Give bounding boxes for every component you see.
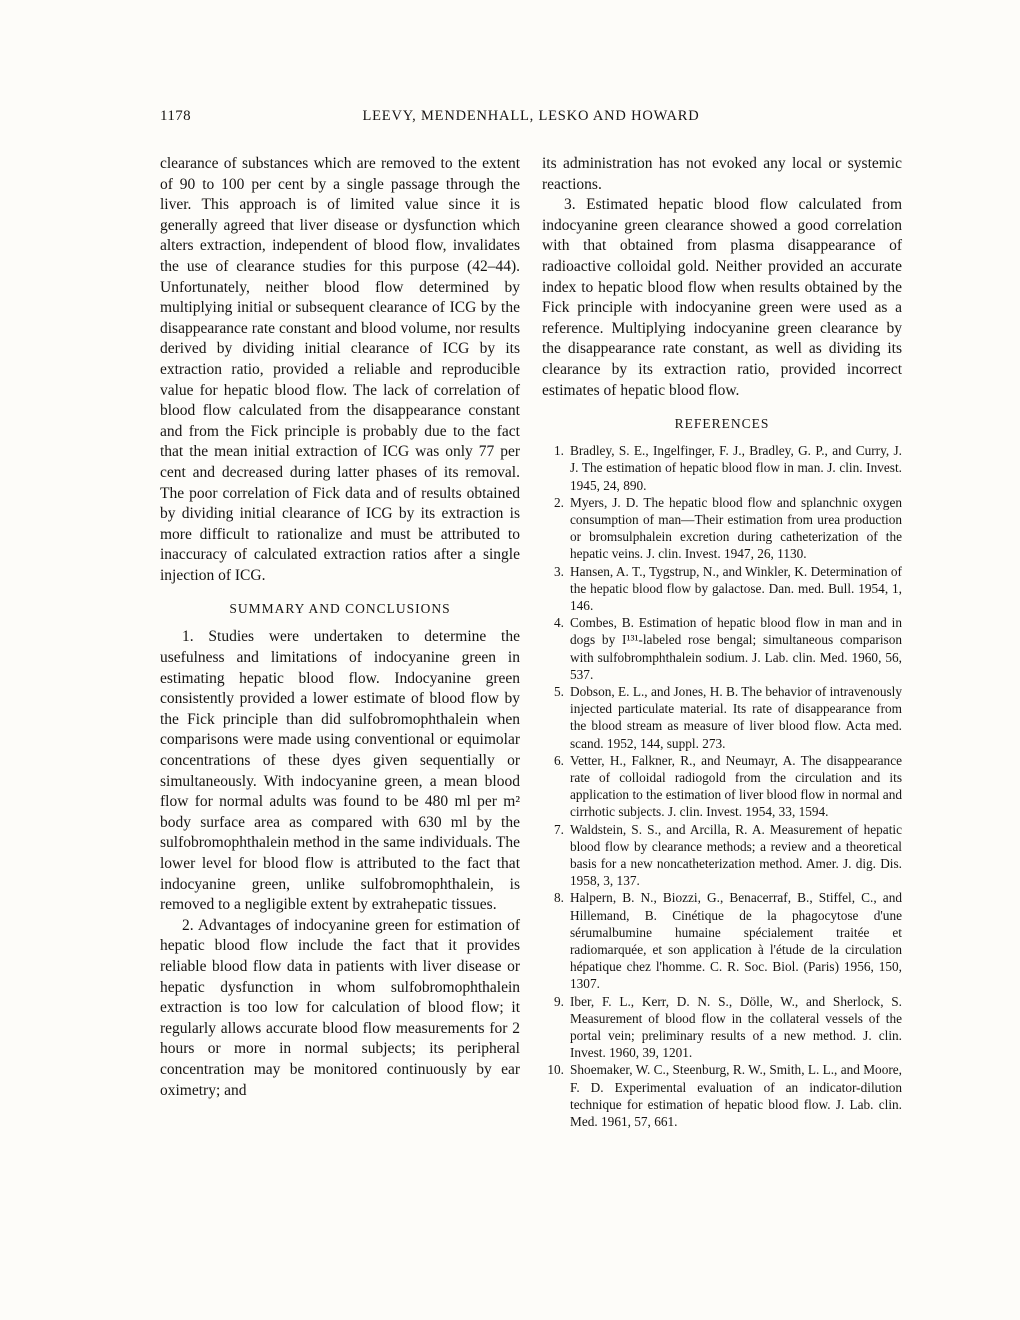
reference-number: 1. [554,443,564,459]
summary-heading: SUMMARY AND CONCLUSIONS [229,601,451,617]
reference-text: Myers, J. D. The hepatic blood flow and splanchnic oxygen consumption of man—Their estimation from urea production or bromsulphalein excretion during catheterization of the hepatic veins. J. clin. Invest. 1947, 26, 1130. [570,494,902,562]
reference-number: 4. [554,615,564,631]
reference-item [542,752,902,821]
reference-item [542,993,902,1062]
reference-number: 7. [554,821,564,837]
left-column [160,154,520,1130]
reference-item [542,494,902,563]
continuation-paragraph: clearance of substances which are removed to the extent of 90 to 100 per cent by a single passage through the liver. This approach is of limited value since it is generally agreed that liver disease or dysfunction which alters extraction, independent of blood flow, invalidates the use of clearance studies for this purpose (42–44). Unfortunately, neither blood flow determined by multiplying initial or subsequent clearance of ICG by the disappearance rate constant and blood volume, nor results derived by dividing initial clearance of ICG by its extraction ratio, provided a reliable and reproducible value for hepatic blood flow. The lack of correlation of blood flow calculated from the disappearance constant and from the Fick principle is probably due to the fact that the mean initial extraction of ICG was only 77 per cent and decreased during latter phases of its removal. The poor correlation of Fick data and of results obtained by dividing initial clearance of ICG by its extraction is more difficult to rationalize and must be attributed to inaccuracy of calculated extraction ratios after a single injection of ICG. [160,155,520,584]
reference-number: 8. [554,890,564,906]
summary-paragraph-3: 3. Estimated hepatic blood flow calculated from indocyanine green clearance showed a good correlation with that obtained from plasma disappearance of radioactive colloidal gold. Neither provided an accurate index to hepatic blood flow when results obtained by the Fick principle with indocyanine green were used as a reference. Multiplying indocyanine green clearance by the disappearance rate constant, as well as dividing its clearance by its extraction ratio, provided incorrect estimates of hepatic blood flow. [542,196,902,399]
reference-text: Hansen, A. T., Tygstrup, N., and Winkler, K. Determination of the hepatic blood flow by galactose. Dan. med. Bull. 1954, 1, 146. [570,563,902,613]
reference-text: Bradley, S. E., Ingelfinger, F. J., Bradley, G. P., and Curry, J. J. The estimation of hepatic blood flow in man. J. clin. Invest. 1945, 24, 890. [570,443,902,493]
reference-item [542,442,902,494]
reference-text: Shoemaker, W. C., Steenburg, R. W., Smith, L. L., and Moore, F. D. Experimental evaluation of an indicator-dilution technique for estimation of hepatic blood flow. J. Lab. clin. Med. 1961, 57, 661. [570,1062,902,1130]
reference-number: 10. [547,1062,564,1078]
reference-number: 6. [554,752,564,768]
reference-item [542,563,902,615]
running-title: LEEVY, MENDENHALL, LESKO AND HOWARD [362,108,700,124]
reference-number: 9. [554,993,564,1009]
reference-item [542,889,902,992]
continuation-paragraph: its administration has not evoked any local or systemic reactions. [542,155,902,193]
references-list [542,442,902,1130]
right-column [542,154,902,1130]
reference-text: Vetter, H., Falkner, R., and Neumayr, A. The disappearance rate of colloidal radiogold from the circulation and its application to the estimation of liver blood flow in normal and cirrhotic subjects. J. clin. Invest. 1954, 33, 1594. [570,752,902,820]
two-column-layout [160,154,902,1130]
reference-number: 3. [554,563,564,579]
reference-text: Halpern, B. N., Biozzi, G., Benacerraf, B., Stiffel, C., and Hillemand, B. Cinétique de la phagocytose d'une sérumalbumine humaine spécialement traitée et radiomarquée, et son application à l'étude de la circulation hépatique chez l'homme. C. R. Soc. Biol. (Paris) 1956, 150, 1307. [570,890,902,992]
references-heading: REFERENCES [674,416,770,432]
reference-text: Iber, F. L., Kerr, D. N. S., Dölle, W., and Sherlock, S. Measurement of blood flow in the collateral vessels of the portal vein; preliminary results of a new method. J. clin. Invest. 1960, 39, 1201. [570,993,902,1061]
reference-text: Combes, B. Estimation of hepatic blood flow in man and in dogs by I¹³¹-labeled rose bengal; simultaneous comparison with sulfobromphthalein sodium. J. Lab. clin. Med. 1960, 56, 537. [570,615,902,682]
reference-item [542,821,902,890]
reference-text: Dobson, E. L., and Jones, H. B. The behavior of intravenously injected particulate material. Its rate of disappearance from the blood stream as measure of liver blood flow. Acta med. scand. 1952, 144, suppl. 273. [570,683,902,751]
reference-item [542,1061,902,1130]
page-header [160,108,902,128]
reference-item [542,614,902,683]
reference-text: Waldstein, S. S., and Arcilla, R. A. Measurement of hepatic blood flow by clearance methods; a review and a theoretical basis for a new noncatheterization method. Amer. J. dig. Dis. 1958, 3, 137. [570,821,902,889]
summary-paragraph-2: 2. Advantages of indocyanine green for estimation of hepatic blood flow include the fact that it provides reliable blood flow data in patients with liver disease or hepatic dysfunction in whom sulfobromophthalein extraction is too low for calculation of blood flow; it regularly allows accurate blood flow measurements for 2 hours or more in normal subjects; its peripheral concentration may be monitored continuously by ear oximetry; and [160,916,520,1099]
reference-item [542,683,902,752]
reference-number: 2. [554,494,564,510]
reference-number: 5. [554,683,564,699]
page-number: 1178 [160,108,192,124]
summary-paragraph-1: 1. Studies were undertaken to determine the usefulness and limitations of indocyanine green in estimating hepatic blood flow. Indocyanine green consistently provided a lower estimate of blood flow by the Fick principle than did sulfobromophthalein when comparisons were made using conventional or equimolar concentrations of these dyes given sequentially or simultaneously. With indocyanine green, a mean blood flow for normal adults was found to be 480 ml per m² body surface area as compared with 630 ml by the sulfobromophthalein method in the same individuals. The lower level for blood flow is attributed to the fact that indocyanine green, unlike sulfobromophthalein, is removed to a negligible extent by extrahepatic tissues. [160,628,520,914]
